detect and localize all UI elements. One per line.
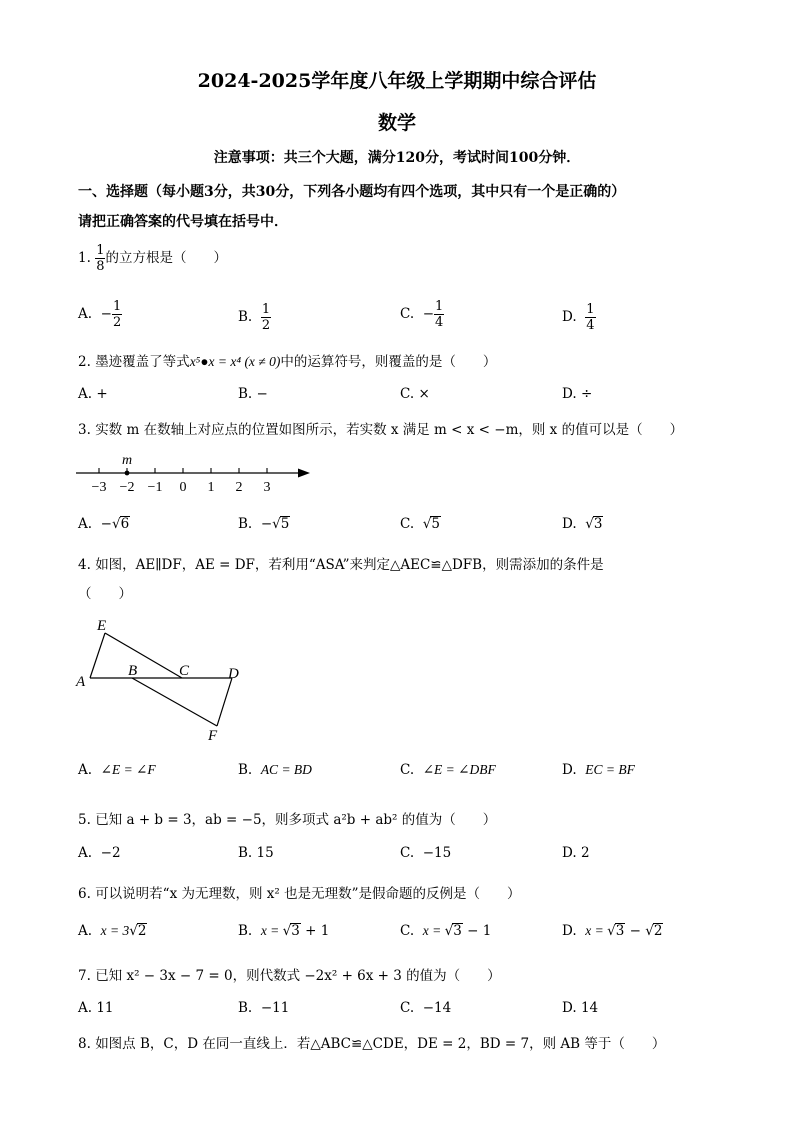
number-line-tick-label: −2 [119, 480, 135, 495]
point-m [125, 471, 130, 476]
section-instruction: 请把正确答案的代号填在括号中． [78, 214, 288, 230]
question-4: 4. 如图，AE∥DF，AE = DF，若利用“ASA”来判定△AEC≌△DFB，则需添加的条件是 [78, 557, 604, 573]
option-a: A. −2 [78, 845, 121, 861]
question-5: 5. 已知 a + b = 3，ab = −5，则多项式 a²b + ab² 的值为（ ） [78, 812, 497, 828]
question-2: 2. 墨迹覆盖了等式x⁵●x = x⁴ (x ≠ 0)中的运算符号，则覆盖的是（ ） [78, 354, 497, 370]
option-a: A. −√6 [78, 516, 130, 532]
option-c: C. × [400, 386, 430, 402]
number-line-tick-label: 2 [235, 480, 243, 495]
label-b: B [128, 663, 138, 679]
segment-ae [90, 633, 105, 678]
question-3: 3. 实数 m 在数轴上对应点的位置如图所示，若实数 x 满足 m < x < −m，则 x 的值可以是（ ） [78, 422, 684, 438]
label-d: D [228, 666, 239, 682]
option-d: D. x = √3 − √2 [562, 923, 663, 939]
question-number: 1. [78, 250, 91, 266]
option-d: D. 2 [562, 845, 590, 861]
option-d: D. ÷ [562, 386, 593, 402]
number-line-tick-label: 1 [207, 480, 215, 495]
option-c: C. − $\frac{1}{4}$ [400, 299, 444, 330]
number-line-tick-label: −3 [91, 480, 107, 495]
number-line-figure [72, 450, 317, 495]
option-b: B. 15 [238, 845, 274, 861]
option-b: B. x = √3 + 1 [238, 923, 330, 939]
option-d: D. √3 [562, 516, 603, 532]
option-b: B. − [238, 386, 268, 402]
option-a: A. 11 [78, 1000, 114, 1016]
option-a: A. x = 3√2 [78, 923, 147, 939]
question-7: 7. 已知 x² − 3x − 7 = 0，则代数式 −2x² + 6x + 3 的值为（ ） [78, 968, 501, 984]
number-line-tick-label: 3 [263, 480, 271, 495]
segment-bf [132, 678, 217, 726]
segment-ec [105, 633, 182, 678]
label-c: C [179, 663, 190, 679]
option-c: C. −15 [400, 845, 452, 861]
section-heading: 一、选择题（每小题3分，共30分，下列各小题均有四个选项，其中只有一个是正确的） [78, 184, 626, 200]
question-4-paren: （ ） [78, 586, 132, 602]
option-b: B. AC = BD [238, 762, 312, 778]
exam-notice: 注意事项：共三个大题，满分120分，考试时间100分钟． [213, 150, 581, 166]
option-d: D. EC = BF [562, 762, 635, 778]
option-a: A. ∠E = ∠F [78, 762, 156, 778]
exam-title: 2024-2025学年度八年级上学期期中综合评估 [197, 70, 597, 92]
option-d: D. $\frac{1}{4}$ [562, 302, 595, 333]
fraction: $\frac{1}{8}$ [96, 243, 105, 274]
number-line-tick-label: 0 [179, 480, 187, 495]
label-e: E [97, 618, 107, 634]
equation: x⁵●x = x⁴ (x ≠ 0) [189, 354, 281, 369]
option-b: B. $\frac{1}{2}$ [238, 302, 271, 333]
label-f: F [208, 728, 218, 744]
option-a: A. + [78, 386, 108, 402]
question-8: 8. 如图点 B，C，D 在同一直线上．若△ABC≌△CDE，DE = 2，BD = 7，则 AB 等于（ ） [78, 1036, 666, 1052]
subject-title: 数学 [377, 112, 416, 134]
triangle-figure [72, 612, 252, 747]
option-c: C. ∠E = ∠DBF [400, 762, 496, 778]
label-a: A [76, 674, 86, 690]
option-a: A. − $\frac{1}{2}$ [78, 299, 122, 330]
option-c: C. x = √3 − 1 [400, 923, 492, 939]
segment-df [217, 678, 232, 726]
number-line-tick-label: −1 [147, 480, 163, 495]
option-d: D. 14 [562, 1000, 599, 1016]
option-b: B. −11 [238, 1000, 290, 1016]
question-6: 6. 可以说明若“x 为无理数，则 x² 也是无理数”是假命题的反例是（ ） [78, 886, 521, 902]
point-m-label: m [121, 453, 133, 468]
number-line-arrow [298, 469, 310, 478]
option-c: C. −14 [400, 1000, 452, 1016]
option-c: C. √5 [400, 516, 440, 532]
option-b: B. −√5 [238, 516, 290, 532]
question-text: 的立方根是（ ） [105, 250, 227, 266]
question-1 [78, 244, 227, 273]
